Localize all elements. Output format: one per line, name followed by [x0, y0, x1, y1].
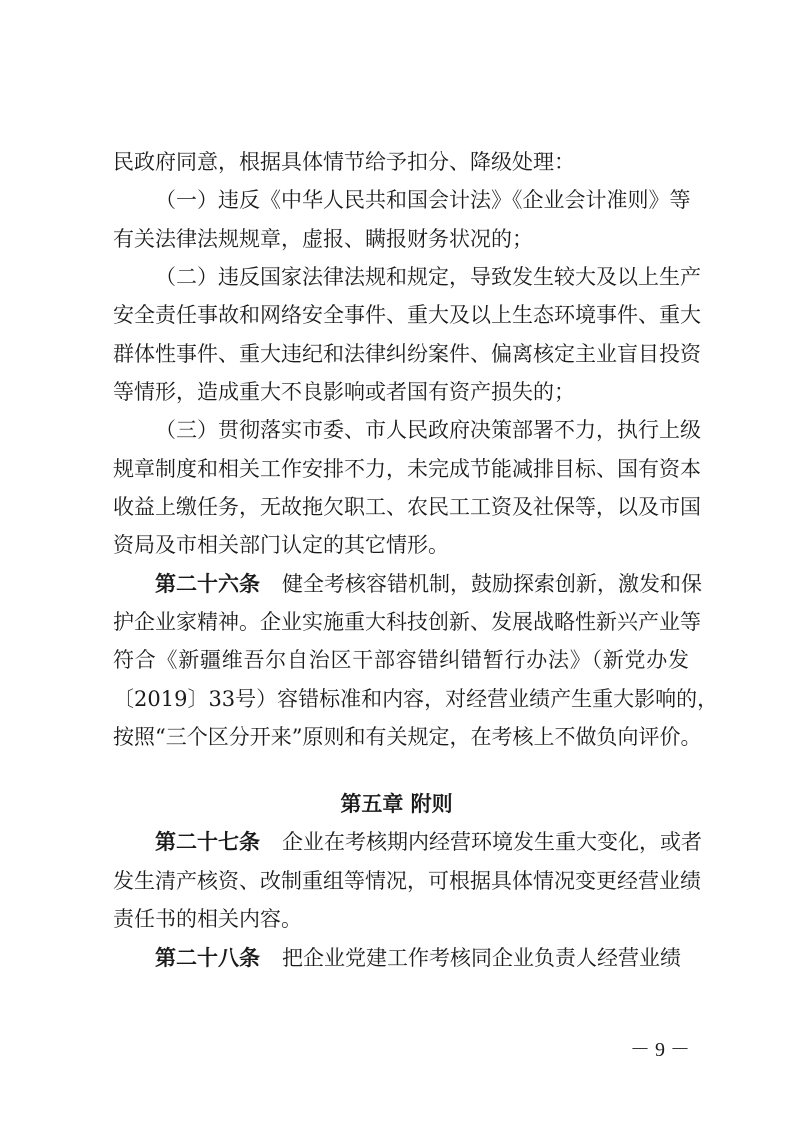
chapter-heading: 第五章 附则: [340, 792, 453, 816]
text-line: 〔2019〕33号）容错标准和内容，对经营业绩产生重大影响的，: [113, 687, 719, 711]
text-line: 按照“三个区分开来”原则和有关规定，在考核上不做负向评价。: [113, 725, 702, 749]
text-segment: 企业在考核期内经营环境发生重大变化，或者: [282, 830, 702, 854]
text-line: 符合《新疆维吾尔自治区干部容错纠错暂行办法》（新党办发: [113, 648, 689, 672]
article-26-first-line: [155, 569, 702, 599]
text-line: 安全责任事故和网络安全事件、重大及以上生态环境事件、重大: [113, 303, 701, 327]
text-segment: 健全考核容错机制，鼓励探索创新，激发和保: [282, 572, 702, 596]
article-title: 第二十八条: [155, 946, 260, 970]
text-line: 民政府同意，根据具体情节给予扣分、降级处理：: [113, 150, 575, 174]
text-line: 护企业家精神。企业实施重大科技创新、发展战略性新兴产业等: [113, 610, 701, 634]
text-line: 等情形，造成重大不良影响或者国有资产损失的；: [113, 380, 575, 404]
text-line: （一）违反《中华人民共和国会计法》《企业会计准则》等: [155, 188, 691, 212]
text-line: 责任书的相关内容。: [113, 907, 302, 931]
page-number: － 9 －: [630, 1039, 690, 1061]
text-line: （二）违反国家法律法规和规定，导致发生较大及以上生产: [155, 265, 701, 289]
text-line: （三）贯彻落实市委、市人民政府决策部署不力，执行上级: [155, 418, 701, 442]
article-27-first-line: [155, 827, 702, 857]
text-line: 规章制度和相关工作安排不力，未完成节能减排目标、国有资本: [113, 457, 701, 481]
text-segment: 把企业党建工作考核同企业负责人经营业绩: [282, 946, 681, 970]
text-line: 资局及市相关部门认定的其它情形。: [113, 533, 449, 557]
article-title: 第二十七条: [155, 830, 260, 854]
article-title: 第二十六条: [155, 572, 260, 596]
text-line: 收益上缴任务，无故拖欠职工、农民工工资及社保等，以及市国: [113, 495, 701, 519]
text-line: 群体性事件、重大违纪和法律纠纷案件、偏离核定主业盲目投资: [113, 342, 701, 366]
article-28-first-line: [155, 943, 689, 973]
text-line: 有关法律法规规章，虚报、瞒报财务状况的；: [113, 227, 533, 251]
text-line: 发生清产核资、改制重组等情况，可根据具体情况变更经营业绩: [113, 869, 701, 893]
